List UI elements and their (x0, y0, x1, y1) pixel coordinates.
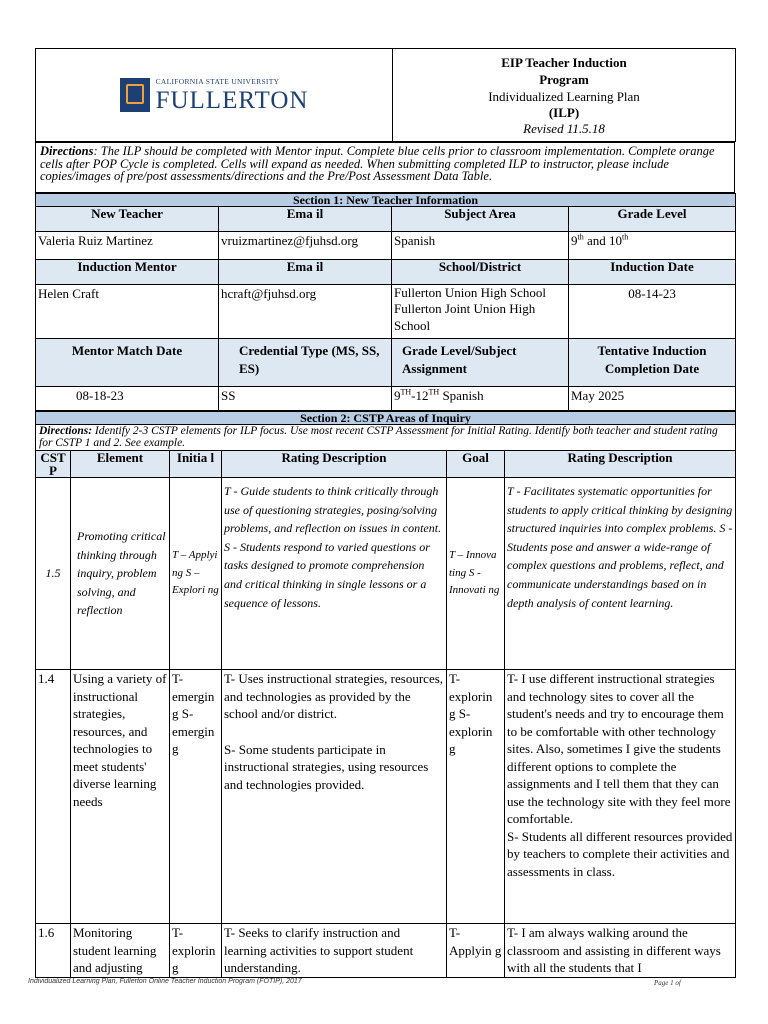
cstp-number: 1.5 (36, 478, 71, 670)
table-row (36, 670, 736, 924)
header-goal-rating-description: Rating Description (505, 451, 736, 478)
section2-table (35, 411, 736, 978)
section1-title: Section 1: New Teacher Information (36, 194, 736, 207)
element-description: Monitoring student learning and adjusting (71, 924, 170, 978)
rating-description: T- Seeks to clarify instruction and learning activities to support student understanding. (222, 924, 447, 978)
mentor-email: hcraft@fjuhsd.org (219, 285, 392, 339)
induction-date: 08-14-23 (569, 285, 736, 339)
goal-rating-description: T- I am always walking around the classroom and assisting in different ways with all the students that I (505, 924, 736, 978)
header-induction-date: Induction Date (569, 260, 736, 285)
mentor-name: Helen Craft (36, 285, 219, 339)
header-subject-area: Subject Area (392, 207, 569, 232)
title-cell (393, 49, 736, 142)
header-cstp: CST P (36, 451, 71, 478)
header-element: Element (71, 451, 170, 478)
rating-description: T- Uses instructional strategies, resources, and technologies as provided by the school and/or district. S- Some students participate in instructional strategies, using resources and technologies provided. (222, 670, 447, 924)
logo-cell (36, 49, 393, 142)
section1-table (35, 193, 736, 411)
table-row (36, 924, 736, 978)
header-completion-date: Tentative Induction Completion Date (569, 339, 736, 387)
directions-text: Directions: The ILP should be completed with Mentor input. Complete blue cells prior to classroom implementation. Complete orange cells after POP Cycle is completed. Cells will expand as needed. When submitting completed ILP to instructor, please include copies/images of pre/post assessments/directions and the Pre/Post Assessment Data Table. (36, 143, 735, 193)
subject-area: Spanish (392, 232, 569, 260)
header-grade-subject: Grade Level/Subject Assignment (392, 339, 569, 387)
header-initial: Initia l (170, 451, 222, 478)
section2-title: Section 2: CSTP Areas of Inquiry (36, 412, 736, 425)
initial-rating: T- explorin g (170, 924, 222, 978)
header-goal: Goal (447, 451, 505, 478)
header-credential-type: Credential Type (MS, SS, ES) (219, 339, 392, 387)
grade-level: 9th and 10th (569, 232, 736, 260)
table-row (36, 478, 736, 670)
school-district: Fullerton Union High School Fullerton Joint Union High School (392, 285, 569, 339)
header-new-teacher: New Teacher (36, 207, 219, 232)
header-rating-description: Rating Description (222, 451, 447, 478)
header-induction-mentor: Induction Mentor (36, 260, 219, 285)
section2-directions: Directions: Identify 2-3 CSTP elements for ILP focus. Use most recent CSTP Assessment for Initial Rating. Identify both teacher and student rating for CSTP 1 and 2. See example. (36, 425, 736, 451)
title-line2: Program (539, 71, 589, 87)
initial-rating: T – Applyi ng S – Explori ng (170, 478, 222, 670)
university-logo: CALIFORNIA STATE UNIVERSITY FULLERTON (155, 77, 309, 114)
cstp-number: 1.6 (36, 924, 71, 978)
element-description: Promoting critical thinking through inquiry, problem solving, and reflection (71, 478, 170, 670)
header-mentor-email: Ema il (219, 260, 392, 285)
university-seal-icon (120, 78, 150, 112)
directions-label: Directions (40, 144, 94, 158)
title-line4: (ILP) (548, 105, 580, 121)
header-email: Ema il (219, 207, 392, 232)
new-teacher-name: Valeria Ruiz Martinez (36, 232, 219, 260)
goal-rating-description: T - Facilitates systematic opportunities for students to apply critical thinking by designing structured inquiries into complex problems. S - Students pose and answer a wide-range of complex questions and problems, reflect, and communicate understandings based on in depth analysis of content learning. (505, 478, 736, 670)
header-school-district: School/District (392, 260, 569, 285)
title-line1: EIP Teacher Induction (501, 54, 627, 70)
header-grade-level: Grade Level (569, 207, 736, 232)
goal-rating: T- Applyin g (447, 924, 505, 978)
footer-page-number: Page 1 of (654, 979, 681, 987)
rating-description: T - Guide students to think critically through use of questioning strategies, posing/solving problems, and reflection on issues in content. S - Students respond to varied questions or tasks designed to promote comprehension and critical thinking in single lessons or a sequence of lessons. (222, 478, 447, 670)
goal-rating: T – Innova ting S - Innovati ng (447, 478, 505, 670)
title-line3: Individualized Learning Plan (488, 88, 640, 104)
mentor-match-date: 08-18-23 (36, 387, 219, 411)
header-mentor-match-date: Mentor Match Date (36, 339, 219, 387)
cstp-number: 1.4 (36, 670, 71, 924)
element-description: Using a variety of instructional strategies, resources, and technologies to meet students' diverse learning needs (71, 670, 170, 924)
revised-date: Revised 11.5.18 (523, 121, 605, 137)
goal-rating-description: T- I use different instructional strategies and technology sites to cover all the student's needs and try to encourage them to be comfortable with other technology sites. Also, sometimes I give the students different options to complete the assignments and I tell them that they can use the technology site with they feel more comfortable. S- Students all different resources provided by teachers to complete their activities and assessments in class. (505, 670, 736, 924)
grade-subject-assignment: 9TH-12TH Spanish (392, 387, 569, 411)
initial-rating: T- emergin g S- emergin g (170, 670, 222, 924)
new-teacher-email: vruizmartinez@fjuhsd.org (219, 232, 392, 260)
completion-date: May 2025 (569, 387, 736, 411)
directions-table (35, 142, 735, 193)
credential-type: SS (219, 387, 392, 411)
goal-rating: T- explorin g S- explorin g (447, 670, 505, 924)
header-table (35, 48, 736, 142)
ilp-document (35, 48, 735, 978)
footer-program-note: Individualized Learning Plan, Fullerton Online Teacher Induction Program (FOTIP), 2017 (28, 978, 302, 985)
